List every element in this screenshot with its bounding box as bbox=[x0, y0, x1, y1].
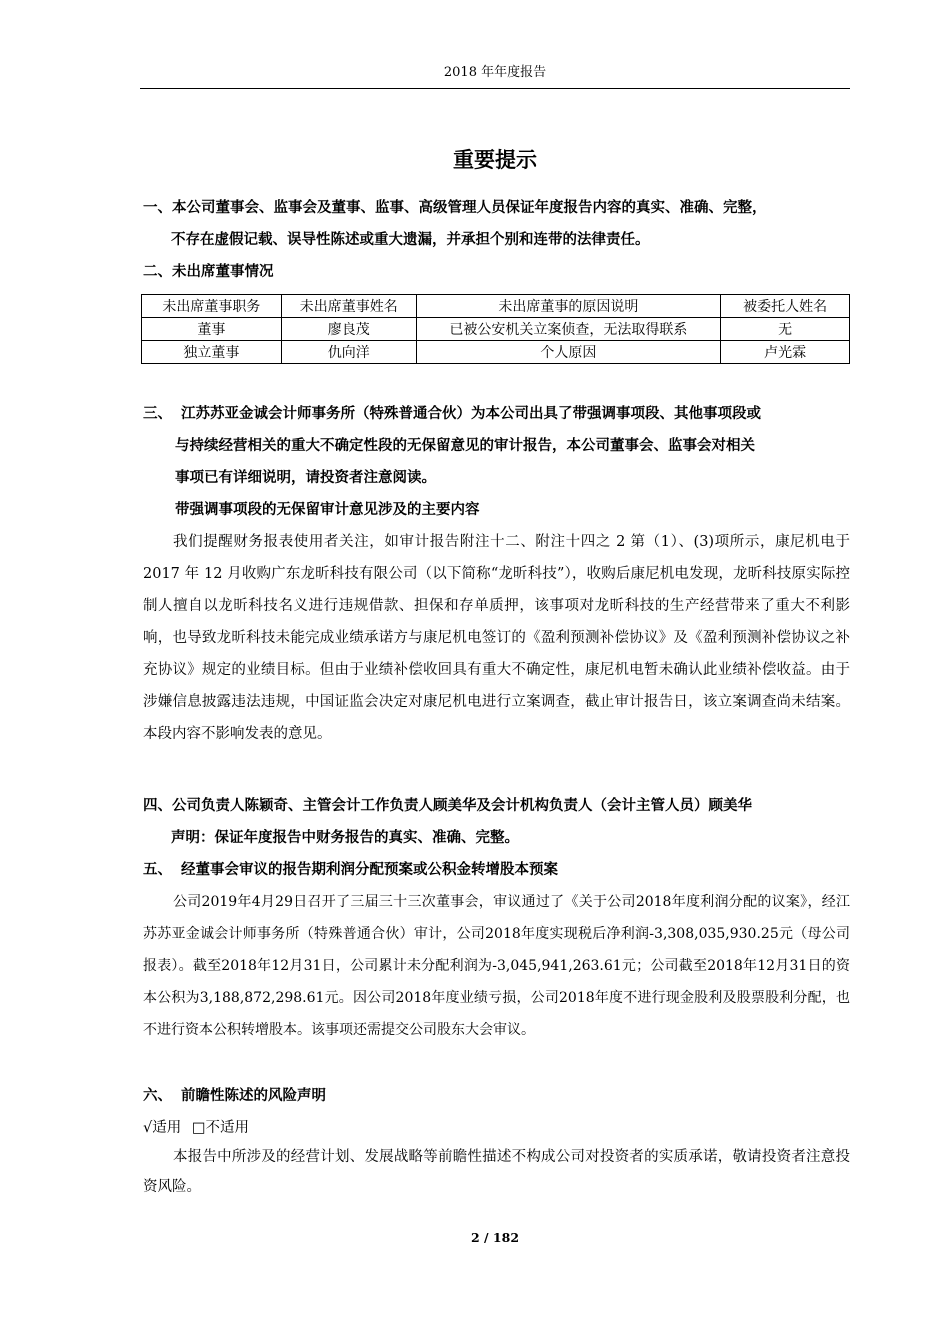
applicable-checkbox: √适用 bbox=[143, 1120, 182, 1136]
page-number: 2 / 182 bbox=[470, 1230, 520, 1245]
table-header-cell: 未出席董事的原因说明 bbox=[416, 295, 721, 318]
section-6-number: 六、 bbox=[143, 1088, 172, 1104]
table-header-cell: 未出席董事姓名 bbox=[281, 295, 416, 318]
section-6-body: 本报告中所涉及的经营计划、发展战略等前瞻性描述不构成公司对投资者的实质承诺，敬请投资者注意投资风险。 bbox=[143, 1149, 850, 1195]
section-3 bbox=[143, 398, 850, 526]
table-cell: 仇向洋 bbox=[281, 341, 416, 364]
table-cell: 无 bbox=[721, 318, 850, 341]
section-6-heading: 前瞻性陈述的风险声明 bbox=[181, 1088, 326, 1104]
table-cell: 卢光霖 bbox=[721, 341, 850, 364]
section-4-number: 四、 bbox=[143, 798, 172, 814]
table-header-cell: 被委托人姓名 bbox=[721, 295, 850, 318]
table-header-row bbox=[142, 295, 850, 318]
section-3-line-2: 与持续经营相关的重大不确定性段的无保留意见的审计报告，本公司董事会、监事会对相关 bbox=[175, 438, 755, 454]
section-4 bbox=[143, 790, 850, 854]
table-cell: 独立董事 bbox=[142, 341, 282, 364]
table-cell: 个人原因 bbox=[416, 341, 721, 364]
section-2-heading: 未出席董事情况 bbox=[172, 264, 274, 280]
section-1-line-1: 本公司董事会、监事会及董事、监事、高级管理人员保证年度报告内容的真实、准确、完整， bbox=[172, 200, 767, 216]
page-title: 重要提示 bbox=[453, 148, 537, 172]
section-3-body: 我们提醒财务报表使用者关注，如审计报告附注十二、附注十四之 2 第（1）、(3)项所示，康尼机电于 2017 年 12 月收购广东龙昕科技有限公司（以下简称“龙昕科技”），收购后康尼机电发现，龙昕科技原实际控制人擅自以龙昕科技名义进行违规借款、担保和存单质押，该事项对龙昕科技的生产经营带来了重大不利影响，也导致龙昕科技未能完成业绩承诺方与康尼机电签订的《盈利预测补偿协议》及《盈利预测补偿协议之补充协议》规定的业绩目标。但由于业绩补偿收回具有重大不确定性，康尼机电暂未确认此业绩补偿收益。由于涉嫌信息披露违法违规，中国证监会决定对康尼机电进行立案调查，截止审计报告日，该立案调查尚未结案。本段内容不影响发表的意见。 bbox=[143, 534, 850, 742]
section-1-line-2: 不存在虚假记载、误导性陈述或重大遗漏，并承担个别和连带的法律责任。 bbox=[171, 232, 650, 248]
not-applicable-checkbox: □不适用 bbox=[191, 1120, 250, 1136]
section-5-number: 五、 bbox=[143, 862, 172, 878]
table-cell: 董事 bbox=[142, 318, 282, 341]
section-2-number: 二、 bbox=[143, 264, 172, 280]
section-1 bbox=[143, 192, 850, 256]
applicability-options bbox=[143, 1115, 850, 1141]
section-1-number: 一、 bbox=[143, 200, 172, 216]
header-rule bbox=[140, 88, 850, 89]
section-4-line-2: 声明：保证年度报告中财务报告的真实、准确、完整。 bbox=[171, 830, 519, 846]
section-3-line-3: 事项已有详细说明，请投资者注意阅读。 bbox=[175, 470, 436, 486]
section-5-heading: 经董事会审议的报告期利润分配预案或公积金转增股本预案 bbox=[181, 862, 558, 878]
table-row bbox=[142, 318, 850, 341]
running-header: 2018 年年度报告 bbox=[443, 65, 547, 80]
section-6 bbox=[143, 1080, 850, 1112]
section-5 bbox=[143, 854, 850, 886]
section-2 bbox=[143, 256, 850, 288]
section-3-line-1: 江苏苏亚金诚会计师事务所（特殊普通合伙）为本公司出具了带强调事项段、其他事项段或 bbox=[181, 406, 761, 422]
table-header-cell: 未出席董事职务 bbox=[142, 295, 282, 318]
table-cell: 廖良茂 bbox=[281, 318, 416, 341]
absent-directors-table bbox=[141, 294, 850, 364]
section-3-number: 三、 bbox=[143, 406, 172, 422]
table-row bbox=[142, 341, 850, 364]
section-3-subheading: 带强调事项段的无保留审计意见涉及的主要内容 bbox=[175, 502, 480, 518]
section-5-body: 公司2019年4月29日召开了三届三十三次董事会，审议通过了《关于公司2018年度利润分配的议案》，经江苏苏亚金诚会计师事务所（特殊普通合伙）审计，公司2018年度实现税后净利润-3,308,035,930.25元（母公司报表）。截至2018年12月31日，公司累计未分配利润为-3,045,941,263.61元；公司截至2018年12月31日的资本公积为3,188,872,298.61元。因公司2018年度业绩亏损，公司2018年度不进行现金股利及股票股利分配，也不进行资本公积转增股本。该事项还需提交公司股东大会审议。 bbox=[143, 894, 850, 1038]
section-4-line-1: 公司负责人陈颖奇、主管会计工作负责人顾美华及会计机构负责人（会计主管人员）顾美华 bbox=[172, 798, 752, 814]
table-cell: 已被公安机关立案侦查，无法取得联系 bbox=[416, 318, 721, 341]
